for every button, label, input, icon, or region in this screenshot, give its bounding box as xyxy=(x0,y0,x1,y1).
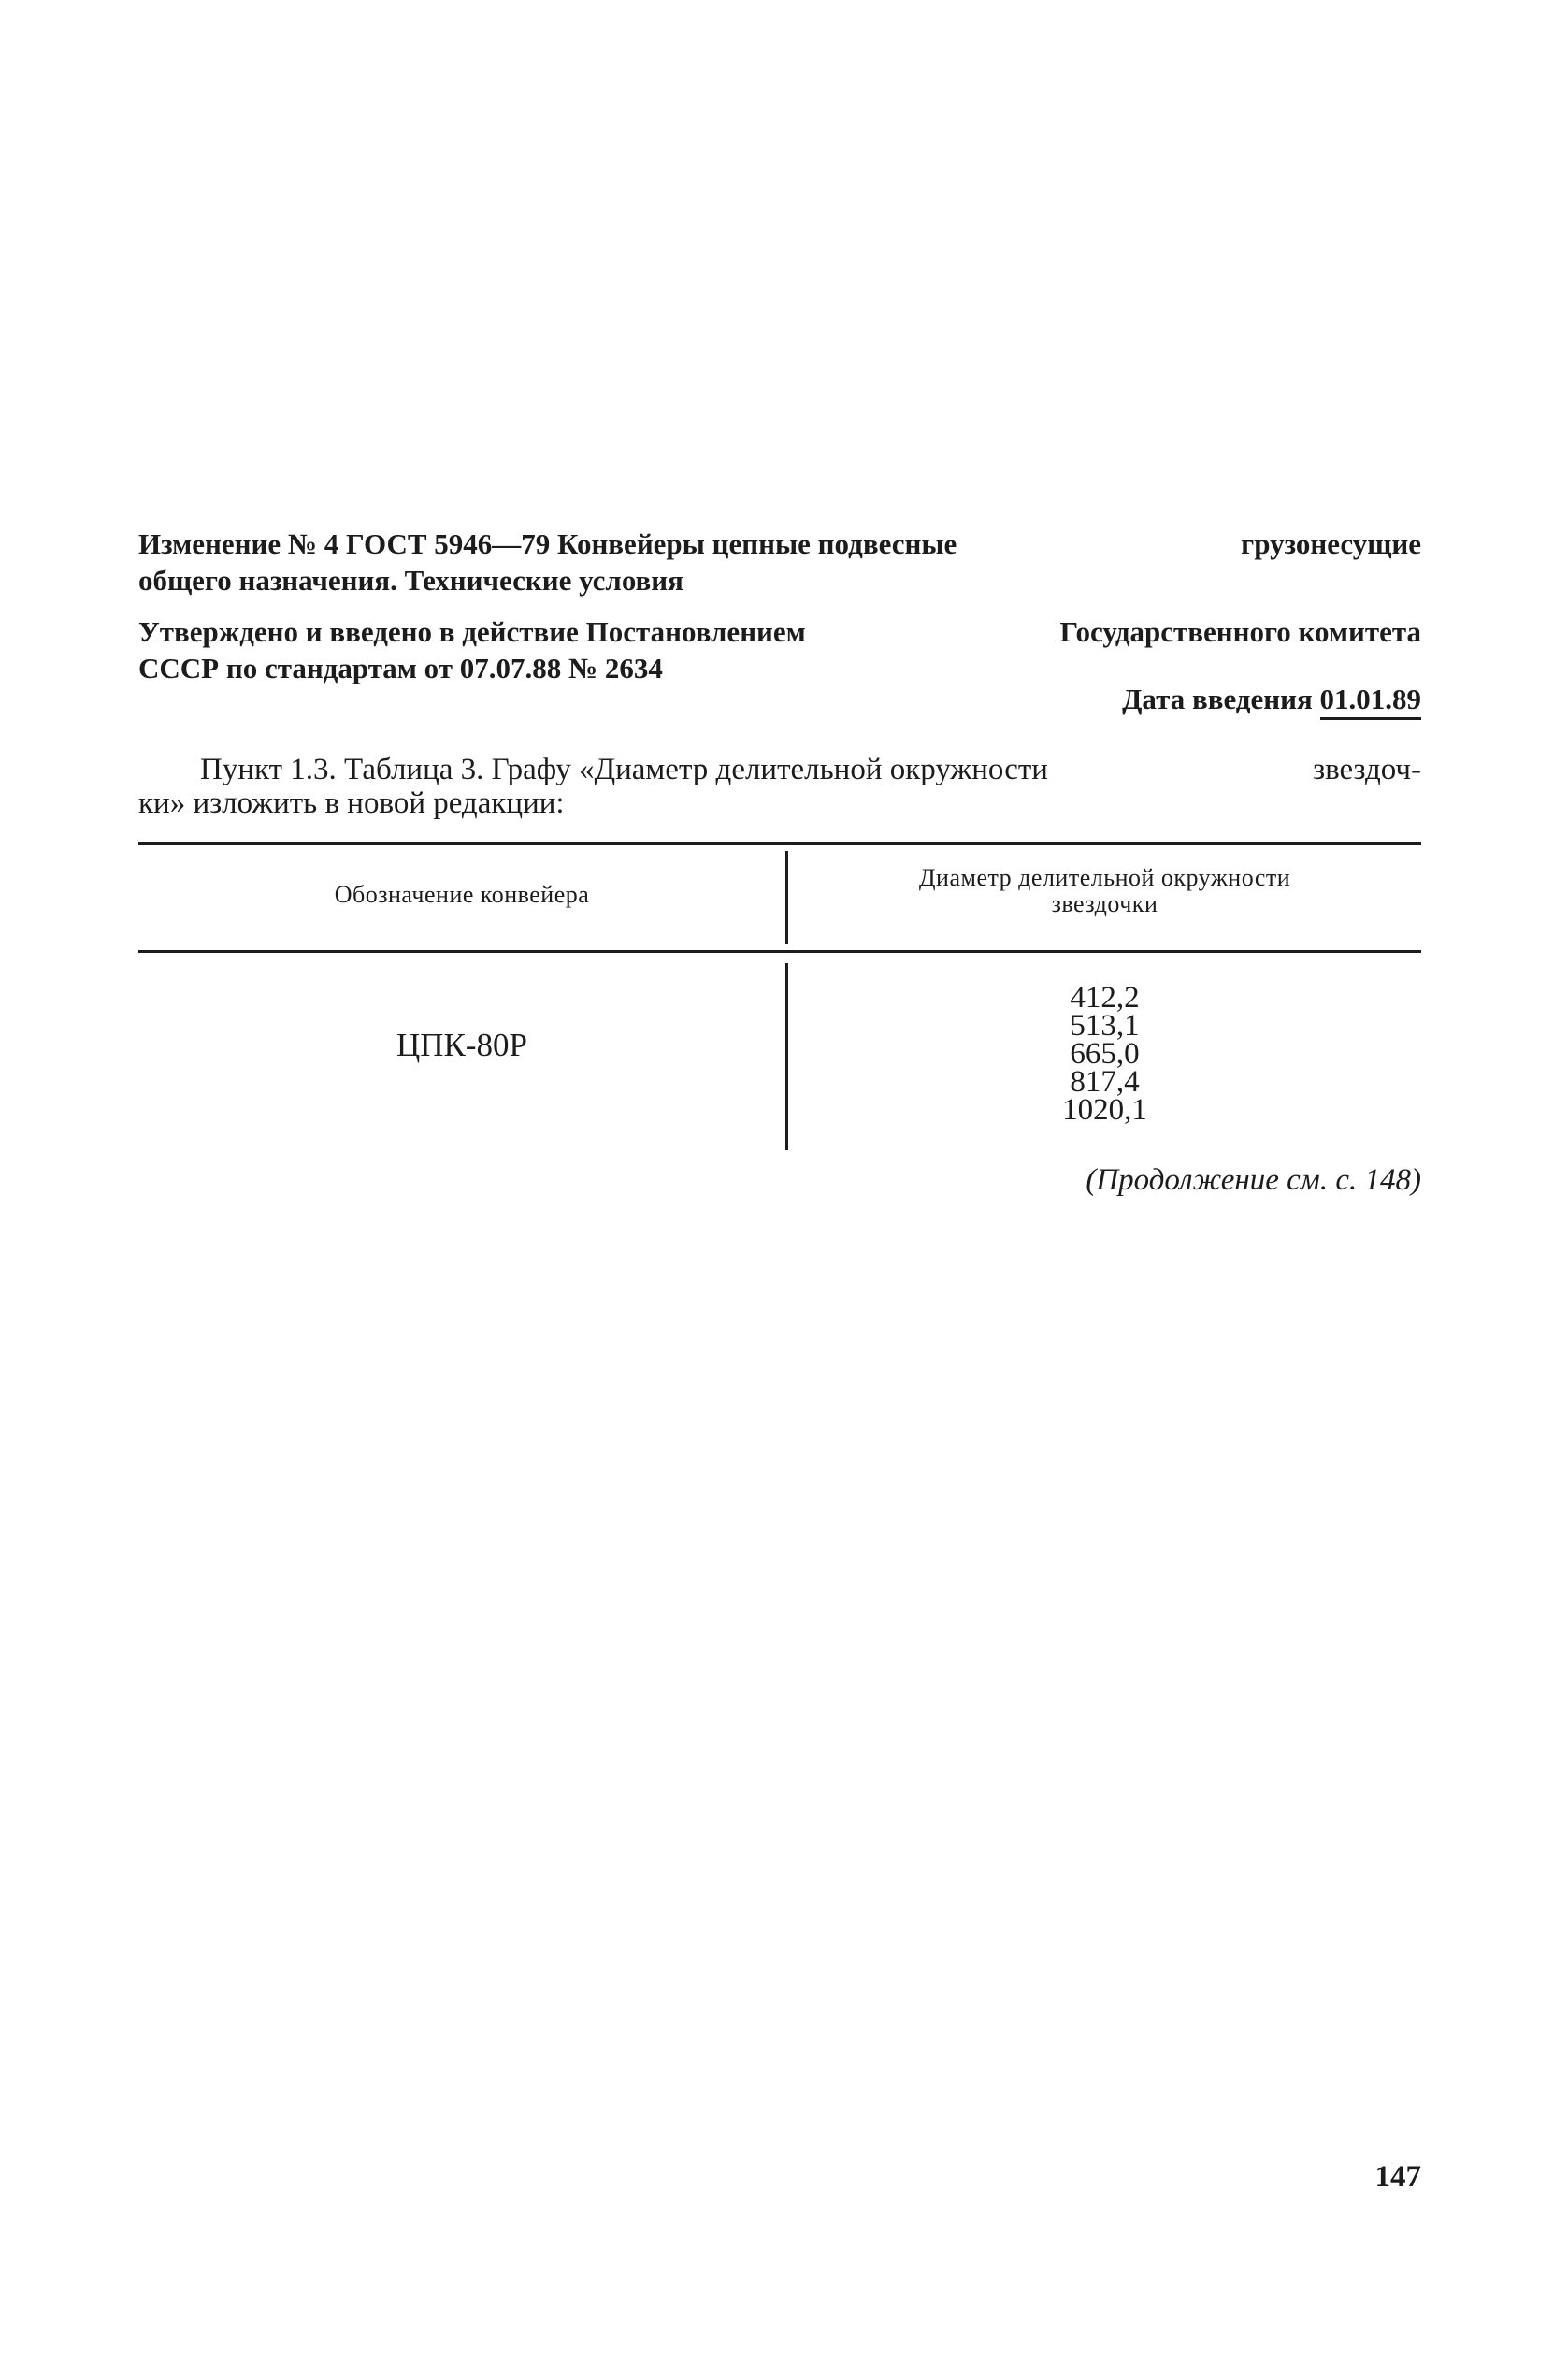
approval-line-2: СССР по стандартам от 07.07.88 № 2634 xyxy=(138,652,663,684)
diameter-value: 1020,1 xyxy=(1062,1093,1147,1127)
table-header-diameter xyxy=(788,865,1421,917)
introduction-date xyxy=(1122,681,1421,718)
paragraph-line-1-right: звездоч- xyxy=(1313,753,1421,786)
paragraph-line-1-left: Пункт 1.3. Таблица 3. Графу «Диаметр делительной окружности xyxy=(200,753,1048,786)
diameter-value: 513,1 xyxy=(1070,1009,1140,1043)
diameter-value: 412,2 xyxy=(1070,981,1140,1015)
table-header-rule xyxy=(138,950,1421,953)
introduction-date-value: 01.01.89 xyxy=(1320,683,1422,720)
table-cell-diameters xyxy=(788,981,1421,1127)
heading-line-1 xyxy=(138,526,1421,562)
paragraph-line-2: ки» изложить в новой редакции: xyxy=(138,786,565,820)
diameter-value: 817,4 xyxy=(1070,1065,1140,1099)
heading-line-1-right: грузонесущие xyxy=(1241,527,1421,560)
table-header-diameter-line-1: Диаметр делительной окружности xyxy=(918,864,1291,891)
table-cell-designation: ЦПК-80Р xyxy=(396,1027,528,1063)
table-header-designation: Обозначение конвейера xyxy=(334,881,590,908)
continuation-note: (Продолжение см. с. 148) xyxy=(1086,1163,1421,1197)
paragraph-line-1 xyxy=(138,753,1421,786)
page-number: 147 xyxy=(1374,2160,1421,2194)
document-heading xyxy=(138,526,1421,598)
table-top-rule xyxy=(138,842,1421,845)
amendment-paragraph xyxy=(138,753,1421,820)
heading-line-2: общего назначения. Технические условия xyxy=(138,564,683,597)
diameter-value: 665,0 xyxy=(1070,1037,1140,1071)
approval-statement xyxy=(138,613,1421,686)
approval-line-1-right: Государственного комитета xyxy=(1059,615,1421,648)
approval-line-1 xyxy=(138,613,1421,650)
heading-line-1-left: Изменение № 4 ГОСТ 5946—79 Конвейеры цепные подвесные xyxy=(138,527,957,560)
table-header-diameter-line-2: звездочки xyxy=(1051,890,1158,917)
approval-line-1-left: Утверждено и введено в действие Постановлением xyxy=(138,615,806,648)
introduction-date-label: Дата введения xyxy=(1122,683,1313,715)
